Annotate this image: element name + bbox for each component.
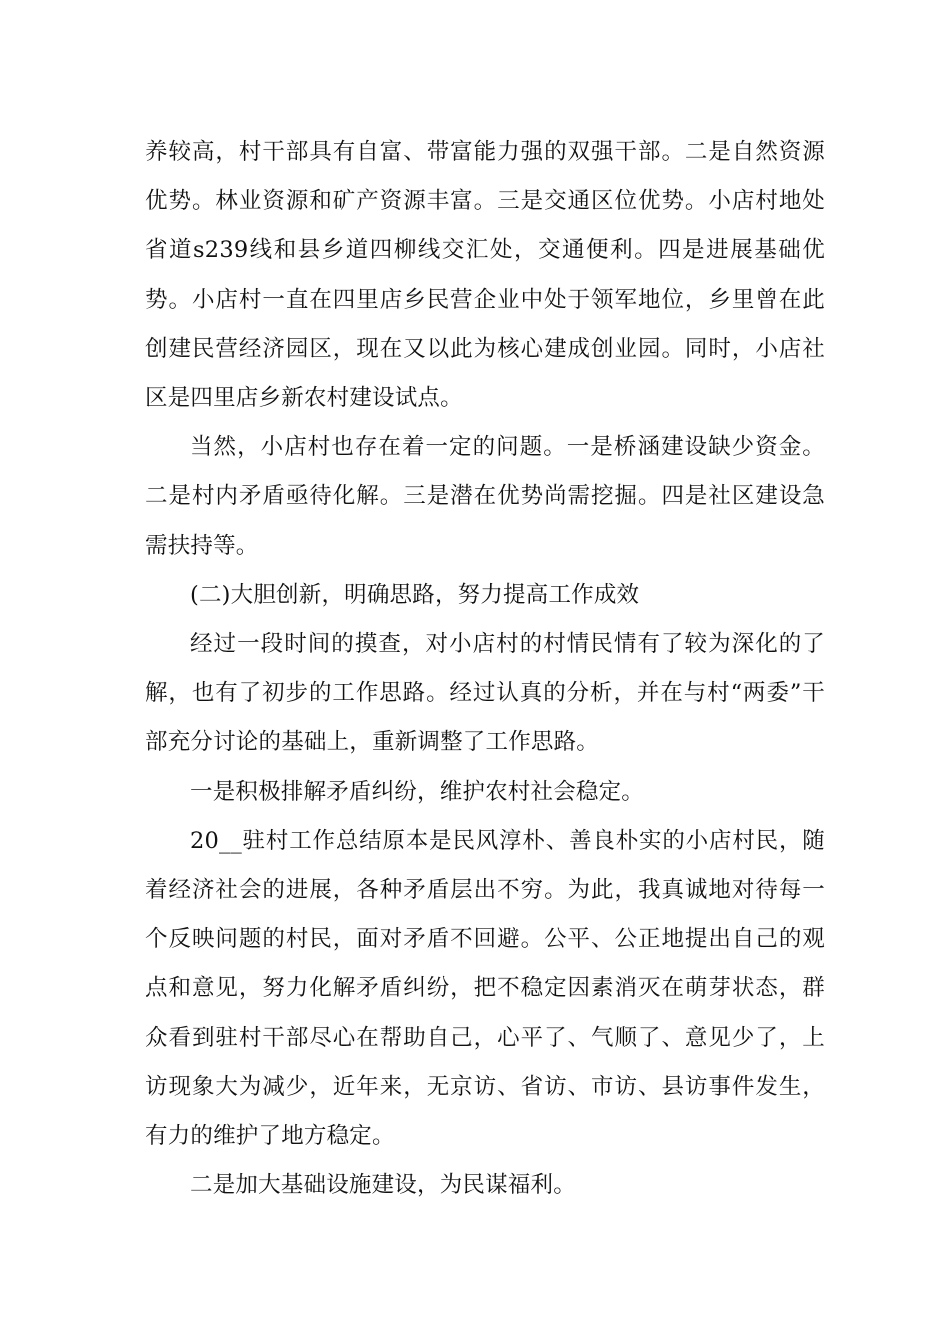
subheading-infrastructure: 二是加大基础设施建设，为民谋福利。 (190, 1172, 576, 1199)
paragraph-advantages: 养较高，村干部具有自富、带富能力强的双强干部。二是自然资源优势。林业资源和矿产资源丰富。三是交通区位优势。小店村地处省道s239线和县乡道四柳线交汇处，交通便利。四是进展基础优势。小店村一直在四里店乡民营企业中处于领军地位，乡里曾在此创建民营经济园区，现在又以此为核心建成创业园。同时，小店社区是四里店乡新农村建设试点。 (145, 139, 825, 412)
section-heading-innovation: (二)大胆创新，明确思路，努力提高工作成效 (190, 581, 640, 608)
subheading-resolve-conflicts: 一是积极排解矛盾纠纷，维护农村社会稳定。 (190, 778, 645, 805)
document-body (145, 128, 825, 1210)
paragraph-work-approach: 经过一段时间的摸查，对小店村的村情民情有了较为深化的了解，也有了初步的工作思路。经过认真的分析，并在与村“两委”干部充分讨论的基础上，重新调整了工作思路。 (145, 631, 825, 756)
paragraph-problems: 当然，小店村也存在着一定的问题。一是桥涵建设缺少资金。二是村内矛盾亟待化解。三是潜在优势尚需挖掘。四是社区建设急需扶持等。 (145, 434, 825, 559)
paragraph-conflict-resolution: 20__驻村工作总结原本是民风淳朴、善良朴实的小店村民，随着经济社会的进展，各种矛盾层出不穷。为此，我真诚地对待每一个反映问题的村民，面对矛盾不回避。公平、公正地提出自己的观点和意见，努力化解矛盾纠纷，把不稳定因素消灭在萌芽状态，群众看到驻村干部尽心在帮助自己，心平了、气顺了、意见少了，上访现象大为减少，近年来，无京访、省访、市访、县访事件发生，有力的维护了地方稳定。 (145, 827, 825, 1150)
